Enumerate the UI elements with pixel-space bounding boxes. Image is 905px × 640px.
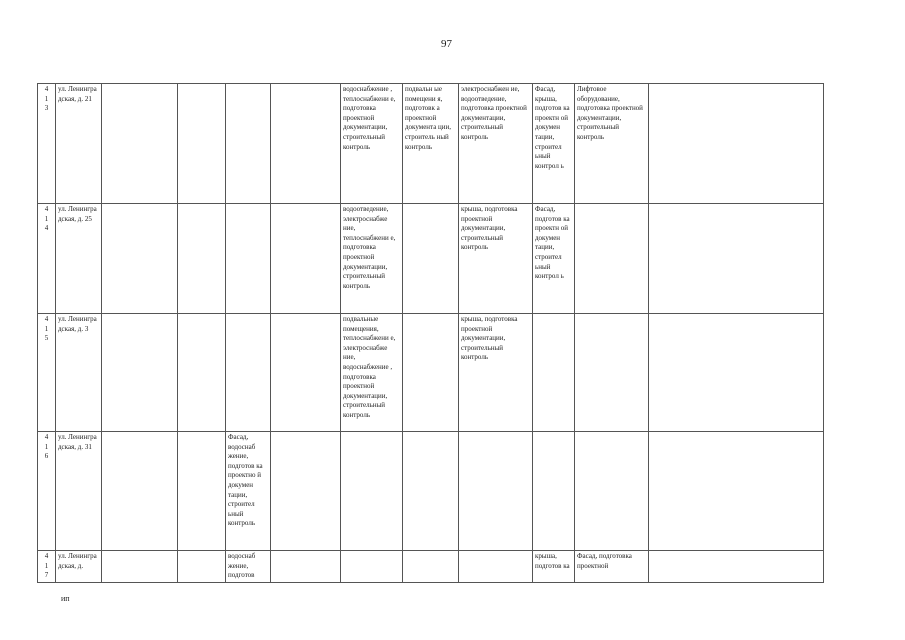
address-cell: ул. Ленингра дская, д. 25 xyxy=(56,204,102,314)
table-cell xyxy=(403,204,459,314)
table-cell xyxy=(341,551,403,583)
table-cell xyxy=(271,432,341,551)
table-cell xyxy=(102,551,178,583)
table-row xyxy=(38,204,824,314)
table-cell: Фасад, водоснаб жение, подготов ка проектно й докумен тации, строител ьный контроль xyxy=(226,432,271,551)
table-cell xyxy=(649,551,824,583)
table-cell xyxy=(533,432,575,551)
table-cell xyxy=(271,551,341,583)
table-cell: подвальные помещения, теплоснабжени е, электроснабже ние, водоснабжение , подготовка проектной документации, строительный контроль xyxy=(341,314,403,432)
table-cell xyxy=(271,84,341,204)
table-row xyxy=(38,84,824,204)
table-cell xyxy=(178,314,226,432)
table-cell xyxy=(575,204,649,314)
table-cell xyxy=(226,204,271,314)
table-cell xyxy=(649,432,824,551)
table-cell: водоснабжение , теплоснабжени е, подготовка проектной документации, строительный контроль xyxy=(341,84,403,204)
table-cell: Фасад, подготов ка проектн ой докумен тации, строител ьный контрол ь xyxy=(533,204,575,314)
table-cell xyxy=(271,314,341,432)
table-cell xyxy=(649,314,824,432)
table-cell xyxy=(178,432,226,551)
table-cell xyxy=(102,432,178,551)
address-cell: ул. Ленингра дская, д. 3 xyxy=(56,314,102,432)
repair-schedule-table xyxy=(37,83,824,583)
row-number: 4 1 7 xyxy=(38,551,56,583)
table-cell: электроснабжен ие, водоотведение, подготовка проектной документации, строительный контроль xyxy=(459,84,533,204)
table-cell xyxy=(403,314,459,432)
table-row xyxy=(38,314,824,432)
table-cell xyxy=(403,432,459,551)
table-cell xyxy=(178,551,226,583)
row-number: 4 1 3 xyxy=(38,84,56,204)
table-cell xyxy=(226,314,271,432)
table-cell xyxy=(459,551,533,583)
table-row xyxy=(38,432,824,551)
table-cell xyxy=(341,432,403,551)
table-cell xyxy=(102,314,178,432)
table-cell: Фасад, крыша, подготов ка проектн ой докумен тации, строител ьный контрол ь xyxy=(533,84,575,204)
table-cell xyxy=(403,551,459,583)
table-cell: крыша, подготовка проектной документации, строительный контроль xyxy=(459,314,533,432)
table-cell xyxy=(649,84,824,204)
table-cell: крыша, подготов ка xyxy=(533,551,575,583)
address-cell: ул. Ленингра дская, д. 21 xyxy=(56,84,102,204)
table-cell xyxy=(459,432,533,551)
table-cell xyxy=(533,314,575,432)
table-cell xyxy=(178,204,226,314)
row-number: 4 1 5 xyxy=(38,314,56,432)
row-number: 4 1 6 xyxy=(38,432,56,551)
table-cell xyxy=(102,84,178,204)
table-cell: Лифтовое оборудование, подготовка проектной документации, строительный контроль xyxy=(575,84,649,204)
table-cell: водоотведение, электроснабже ние, теплоснабжени е, подготовка проектной документации, строительный контроль xyxy=(341,204,403,314)
table-cell: подвальн ые помещени я, подготовк а проектной документа ции, строитель ный контроль xyxy=(403,84,459,204)
table-cell xyxy=(575,432,649,551)
footer-text: ип xyxy=(61,594,70,603)
table-cell xyxy=(102,204,178,314)
table-cell: Фасад, подготовка проектной xyxy=(575,551,649,583)
page-number: 97 xyxy=(441,38,452,50)
table-cell xyxy=(575,314,649,432)
table-cell xyxy=(271,204,341,314)
table-cell xyxy=(226,84,271,204)
table-cell xyxy=(649,204,824,314)
address-cell: ул. Ленингра дская, д. 31 xyxy=(56,432,102,551)
row-number: 4 1 4 xyxy=(38,204,56,314)
address-cell: ул. Ленингра дская, д. xyxy=(56,551,102,583)
table-cell xyxy=(178,84,226,204)
table-cell: крыша, подготовка проектной документации, строительный контроль xyxy=(459,204,533,314)
table-row xyxy=(38,551,824,583)
table-cell: водоснаб жение, подготов xyxy=(226,551,271,583)
